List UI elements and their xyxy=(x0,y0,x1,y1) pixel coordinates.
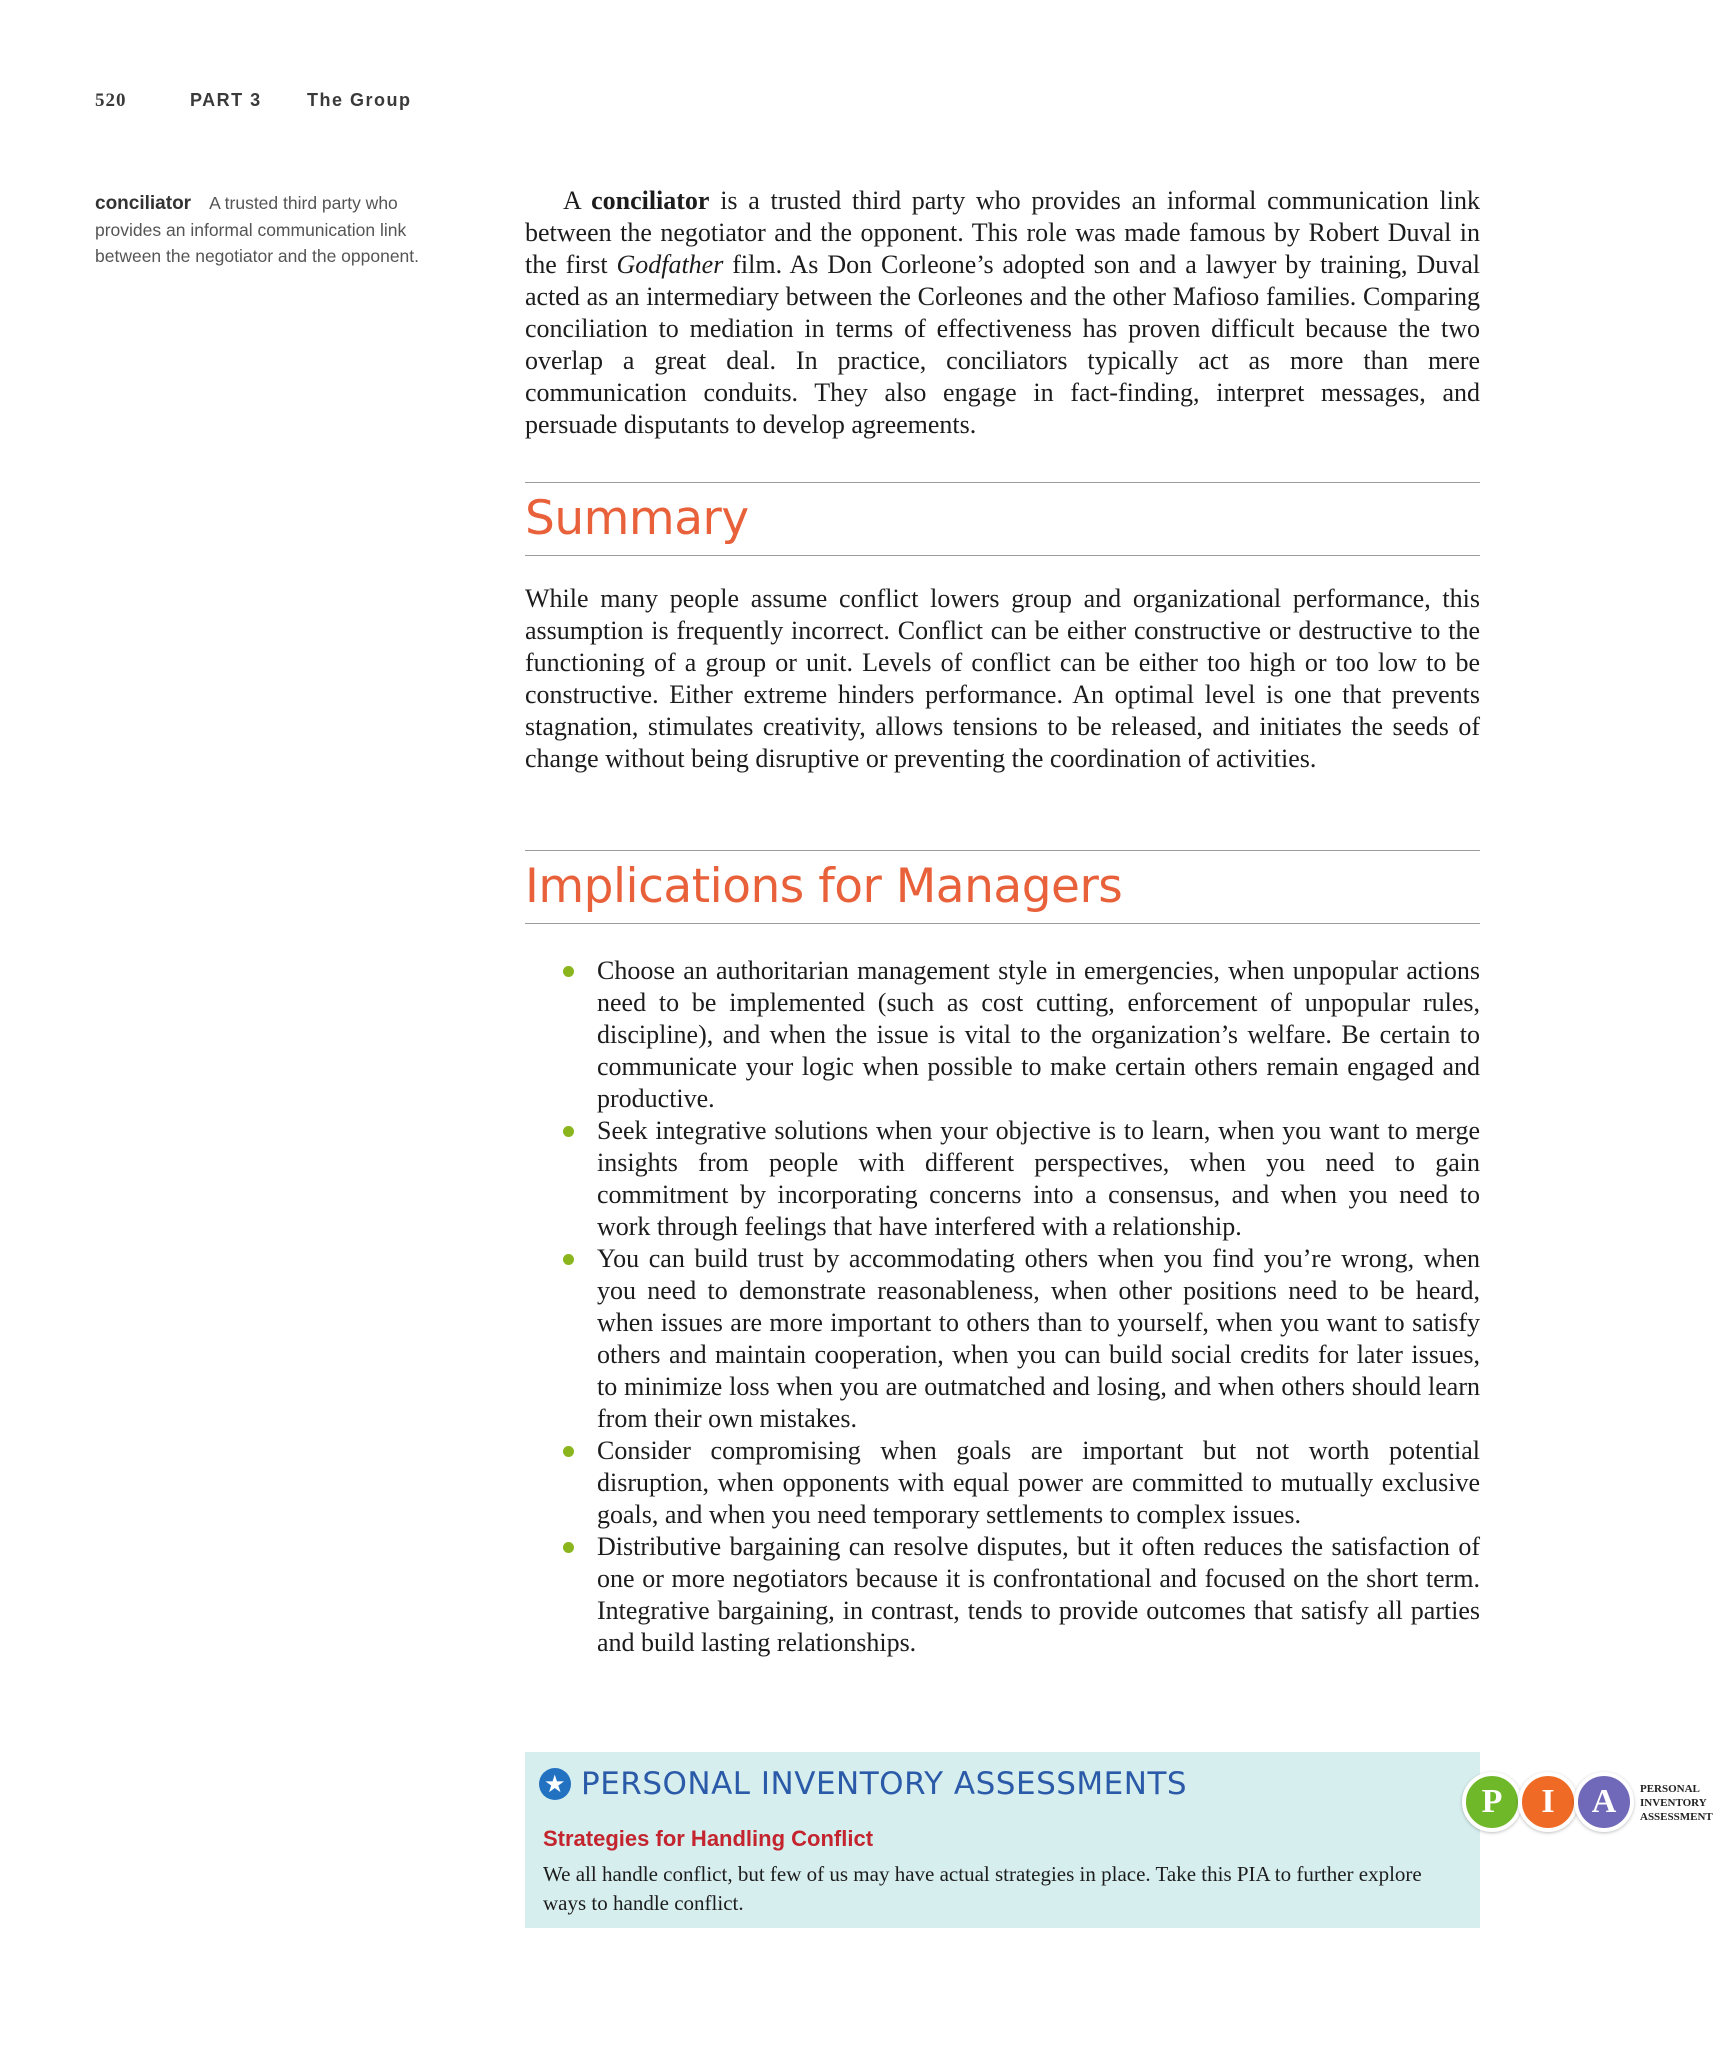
intro-paragraph xyxy=(525,185,1480,441)
bullet-icon xyxy=(563,966,574,977)
intro-text-part-2: film. As Don Corleone’s adopted son and a lawyer by training, Duval acted as an intermediary between the Corleones and the other Mafioso families. Comparing conciliation to mediation in terms of effectiveness has proven difficult because the two overlap a great deal. In practice, conciliators typically act as more than mere communication conduits. They also engage in fact-finding, interpret messages, and persuade disputants to develop agreements. xyxy=(525,250,1480,439)
pia-logo-label-line: INVENTORY xyxy=(1640,1797,1707,1809)
bullet-icon xyxy=(563,1254,574,1265)
key-term-conciliator: conciliator xyxy=(591,186,710,215)
list-item xyxy=(525,1243,1480,1435)
pia-logo-p-icon: P xyxy=(1462,1772,1522,1832)
pia-description: We all handle conflict, but few of us may have actual strategies in place. Take this PIA to further explore ways to handle conflict. xyxy=(543,1862,1422,1915)
list-item-text: Distributive bargaining can resolve disputes, but it often reduces the satisfaction of one or more negotiators because it is confrontational and focused on the short term. Integrative bargaining, in contrast, tends to provide outcomes that satisfy all parties and build lasting relationships. xyxy=(597,1532,1480,1657)
pia-callout-box xyxy=(525,1752,1713,1928)
intro-paragraph-block xyxy=(525,185,1480,441)
list-item xyxy=(525,1435,1480,1531)
pia-title xyxy=(539,1766,1187,1802)
glossary-definition: A trusted third party who provides an informal communication link between the negotiator and the opponent. xyxy=(95,193,420,266)
part-label: PART 3 xyxy=(190,90,262,110)
pia-logo-label-line: ASSESSMENT xyxy=(1640,1811,1713,1823)
summary-heading: Summary xyxy=(525,482,1480,556)
margin-glossary-note xyxy=(95,190,455,269)
pia-logo-label xyxy=(1640,1782,1730,1824)
summary-block xyxy=(525,583,1480,775)
list-item-text: You can build trust by accommodating others when you find you’re wrong, when you need to demonstrate reasonableness, when other positions need to be heard, when issues are more important to others than to yourself, when you want to satisfy others and maintain cooperation, when you can build social credits for later issues, to minimize loss when you are outmatched and losing, and when others should learn from their own mistakes. xyxy=(597,1244,1480,1433)
part-title: The Group xyxy=(307,90,412,110)
pia-logo-label-line: PERSONAL xyxy=(1640,1783,1700,1795)
film-title: Godfather xyxy=(616,250,724,279)
glossary-term: conciliator xyxy=(95,193,192,214)
list-item-text: Choose an authoritarian management style in emergencies, when unpopular actions need to be implemented (such as cost cutting, enforcement of unpopular rules, discipline), and when the issue is vital to the organization’s welfare. Be certain to communicate your logic when possible to make certain others remain engaged and productive. xyxy=(597,956,1480,1113)
intro-text-part-1: is a trusted third party who provides an informal communication link between the negotiator and the opponent. This role was made famous by Robert Duval in the first xyxy=(525,186,1481,279)
pia-title-text: PERSONAL INVENTORY ASSESSMENTS xyxy=(581,1766,1188,1802)
list-item-text: Consider compromising when goals are important but not worth potential disruption, when opponents with equal power are committed to mutually exclusive goals, and when you need temporary settlements to complex issues. xyxy=(597,1436,1480,1529)
star-icon: ★ xyxy=(539,1768,571,1800)
intro-lead: A xyxy=(563,186,592,215)
implications-list xyxy=(525,955,1480,1659)
list-item xyxy=(525,1531,1480,1659)
running-head xyxy=(95,90,412,112)
pia-assessment-link[interactable]: Strategies for Handling Conflict xyxy=(543,1826,874,1851)
pia-logo-a-icon: A xyxy=(1574,1772,1634,1832)
bullet-icon xyxy=(563,1126,574,1137)
list-item xyxy=(525,955,1480,1115)
page-number: 520 xyxy=(95,90,127,111)
list-item xyxy=(525,1115,1480,1243)
summary-paragraph: While many people assume conflict lowers group and organizational performance, this assumption is frequently incorrect. Conflict can be either constructive or destructive to the functioning of a group or unit. Levels of conflict can be either too high or too low to be constructive. Either extreme hinders performance. An optimal level is one that prevents stagnation, stimulates creativity, allows tensions to be released, and initiates the seeds of change without being disruptive or preventing the coordination of activities. xyxy=(525,584,1480,773)
bullet-icon xyxy=(563,1446,574,1457)
implications-heading: Implications for Managers xyxy=(525,850,1480,924)
bullet-icon xyxy=(563,1542,574,1553)
pia-logo-i-icon: I xyxy=(1518,1772,1578,1832)
list-item-text: Seek integrative solutions when your objective is to learn, when you want to merge insights from people with different perspectives, when you need to gain commitment by incorporating concerns into a consensus, and when you need to work through feelings that have interfered with a relationship. xyxy=(597,1116,1480,1241)
